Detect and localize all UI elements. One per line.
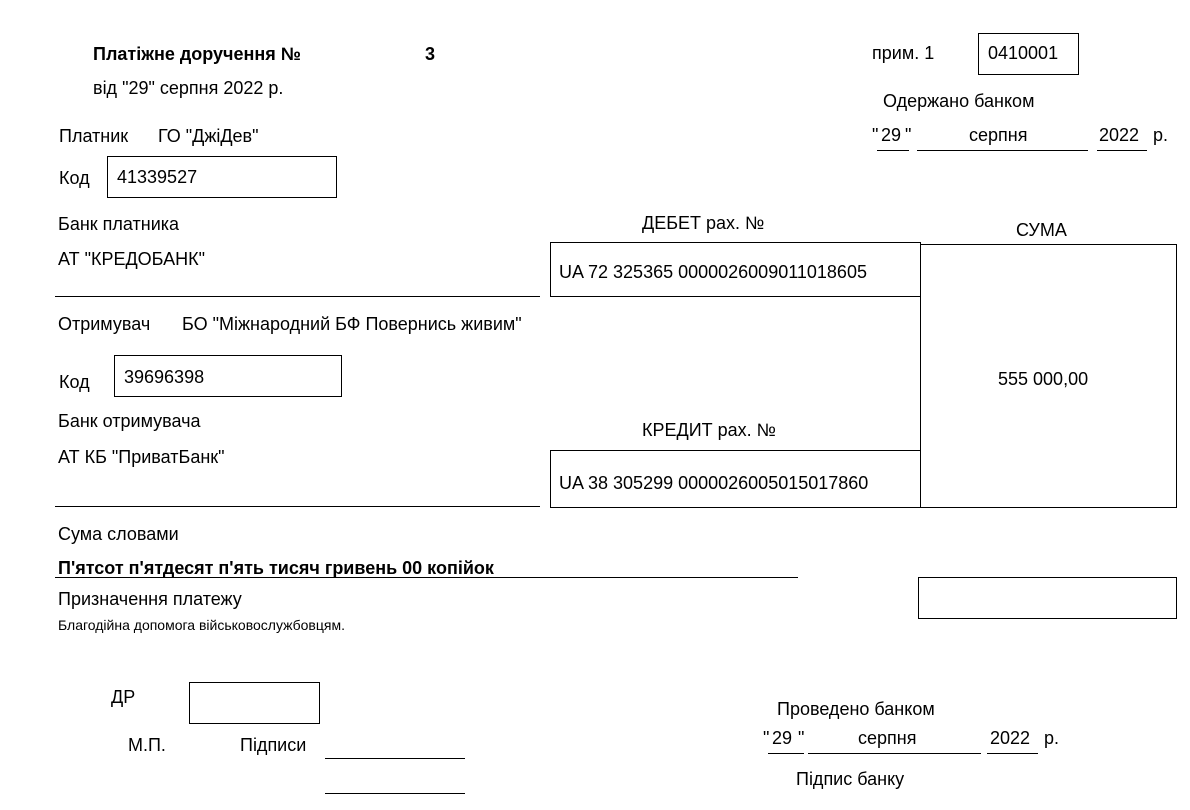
processed-day: 29 bbox=[772, 728, 793, 748]
processed-month: серпня bbox=[858, 728, 917, 748]
form-code-box bbox=[978, 33, 1079, 75]
form-code: 0410001 bbox=[988, 43, 1059, 63]
debit-label: ДЕБЕТ рах. № bbox=[642, 213, 765, 233]
payer-bank-label: Банк платника bbox=[58, 214, 180, 234]
recipient-bank-label: Банк отримувача bbox=[58, 411, 201, 431]
amount-words-label: Сума словами bbox=[58, 524, 179, 544]
recipient-bank-name: АТ КБ "ПриватБанк" bbox=[58, 447, 225, 467]
received-day: 29 bbox=[881, 125, 902, 145]
document-title: Платіжне доручення № bbox=[93, 44, 301, 64]
purpose-side-box bbox=[918, 577, 1177, 619]
received-month: серпня bbox=[969, 125, 1028, 145]
signature-line-1 bbox=[325, 758, 465, 759]
debit-account-box bbox=[550, 242, 921, 297]
payer-bank-underline bbox=[55, 296, 540, 297]
recipient-code-label: Код bbox=[59, 372, 90, 392]
recipient-code: 39696398 bbox=[124, 367, 205, 387]
processed-year: 2022 bbox=[990, 728, 1031, 748]
debit-account: UA 72 325365 0000026009011018605 bbox=[559, 262, 867, 282]
purpose-text: Благодійна допомога військовослужбовцям. bbox=[58, 617, 345, 633]
recipient-code-box bbox=[114, 355, 342, 397]
recipient-label: Отримувач bbox=[58, 314, 151, 334]
payer-bank-name: АТ "КРЕДОБАНК" bbox=[58, 249, 205, 269]
credit-account-box bbox=[550, 450, 921, 508]
credit-account: UA 38 305299 0000026005015017860 bbox=[559, 473, 869, 493]
sum-label: СУМА bbox=[1016, 220, 1067, 240]
bank-signature-label: Підпис банку bbox=[796, 769, 905, 789]
document-number: 3 bbox=[425, 44, 436, 64]
recipient-name: БО "Міжнародний БФ Повернись живим" bbox=[182, 314, 522, 334]
purpose-label: Призначення платежу bbox=[58, 589, 242, 609]
processed-by-bank-label: Проведено банком bbox=[777, 699, 935, 719]
payer-name: ГО "ДжіДев" bbox=[158, 126, 259, 146]
received-month-underline bbox=[917, 150, 1088, 151]
credit-label: КРЕДИТ рах. № bbox=[642, 420, 776, 440]
stamp-label: М.П. bbox=[128, 735, 166, 755]
received-year-underline bbox=[1097, 150, 1147, 151]
document-date: від "29" серпня 2022 р. bbox=[93, 78, 284, 98]
payer-code: 41339527 bbox=[117, 167, 198, 187]
recipient-bank-underline bbox=[55, 506, 540, 507]
processed-day-underline bbox=[768, 753, 804, 754]
processed-year-underline bbox=[987, 753, 1038, 754]
signature-line-2 bbox=[325, 793, 465, 794]
received-year: 2022 bbox=[1099, 125, 1140, 145]
sum-box bbox=[920, 244, 1177, 508]
payer-code-label: Код bbox=[59, 168, 90, 188]
processed-month-underline bbox=[808, 753, 981, 754]
amount-words: П'ятсот п'ятдесят п'ять тисяч гривень 00 копійок bbox=[58, 558, 494, 578]
payer-code-box bbox=[107, 156, 337, 198]
received-day-underline bbox=[877, 150, 909, 151]
note-label: прим. 1 bbox=[872, 43, 935, 63]
received-by-bank-label: Одержано банком bbox=[883, 91, 1035, 111]
amount-words-underline bbox=[55, 577, 798, 578]
signatures-label: Підписи bbox=[240, 735, 307, 755]
dr-box bbox=[189, 682, 320, 724]
payer-label: Платник bbox=[59, 126, 129, 146]
sum-amount: 555 000,00 bbox=[998, 369, 1089, 389]
dr-label: ДР bbox=[111, 687, 136, 707]
